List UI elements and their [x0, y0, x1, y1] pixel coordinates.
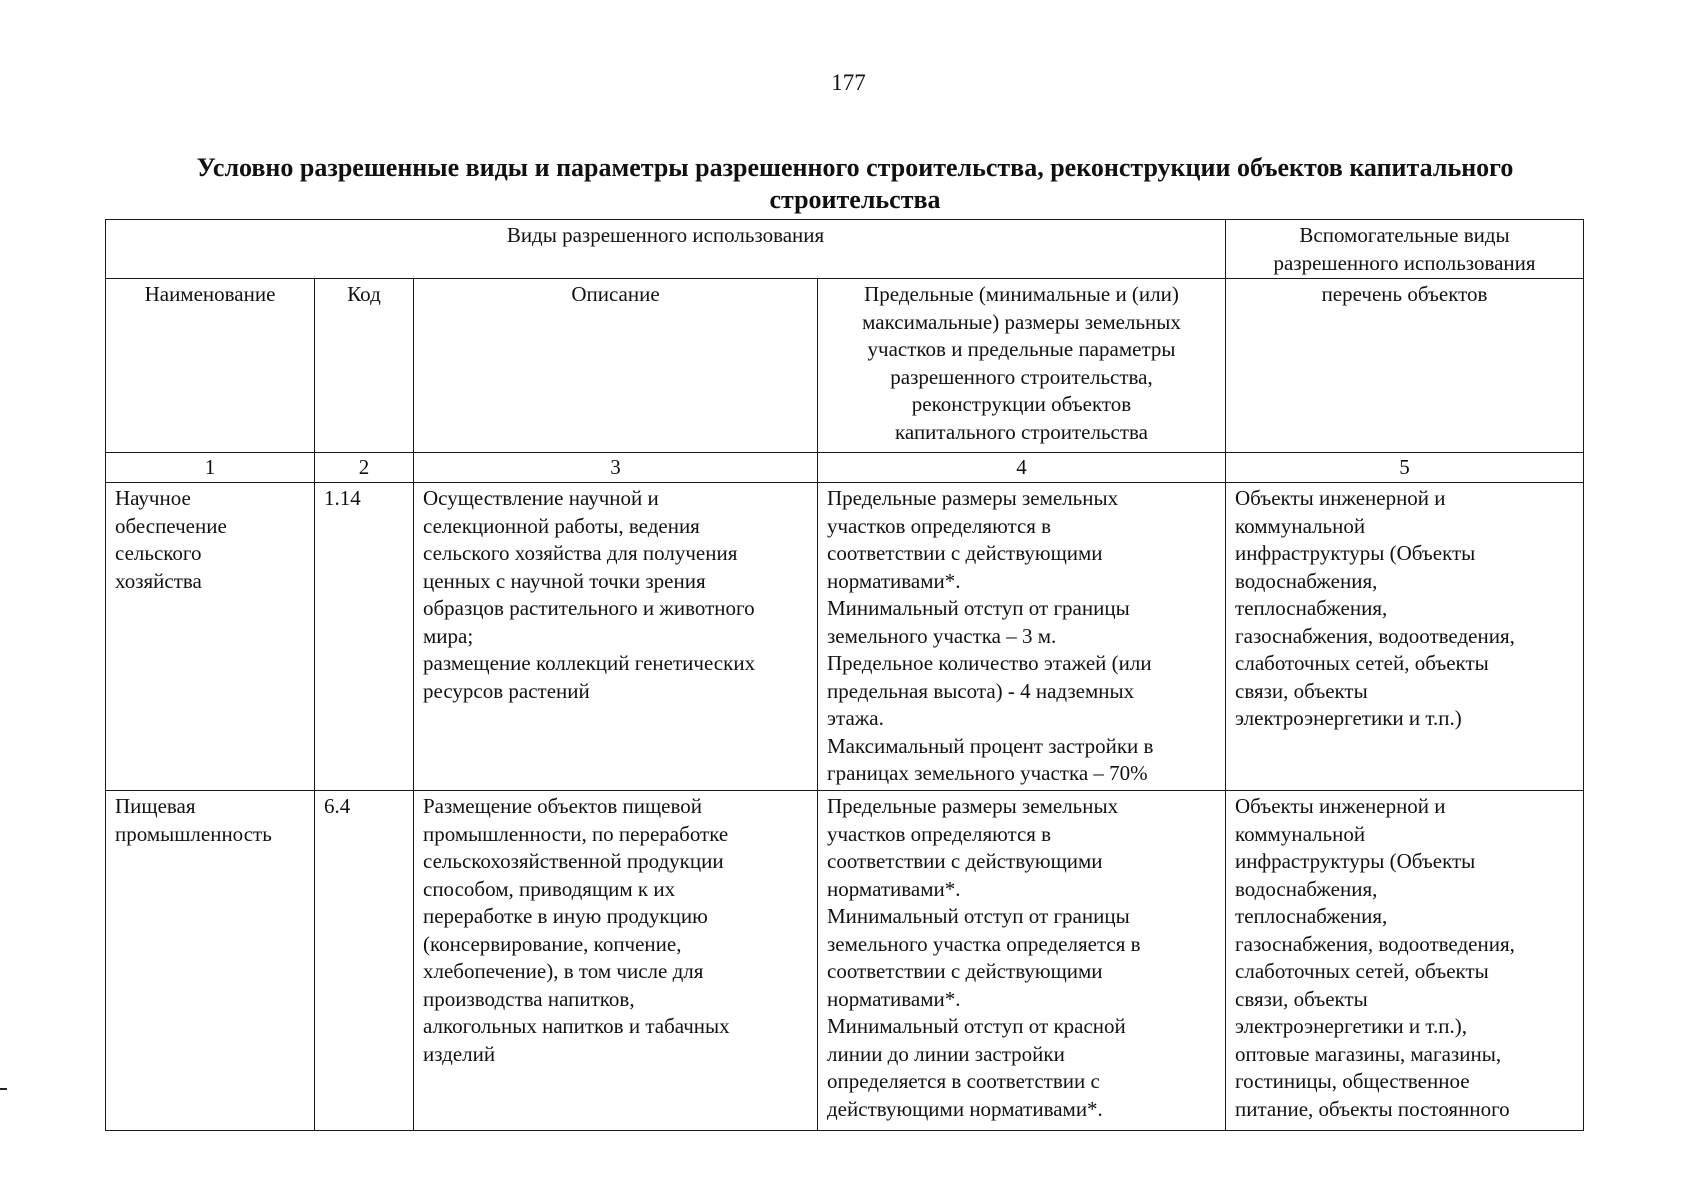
margin-mark — [0, 1088, 7, 1090]
column-number: 1 — [106, 453, 315, 483]
column-header-description: Описание — [414, 279, 818, 453]
column-header-objects: перечень объектов — [1226, 279, 1584, 453]
cell-description: Осуществление научной и селекционной работы, ведения сельского хозяйства для получения ценных с научной точки зрения образцов растительного и животного мира; размещение коллекций генетических ресурсов растений — [414, 483, 818, 791]
group-header-row — [106, 220, 1584, 279]
cell-parameters: Предельные размеры земельных участков определяются в соответствии с действующими нормативами*. Минимальный отступ от границы земельного участка – 3 м. Предельное количество этажей (или предельная высота) - 4 надземных этажа. Максимальный процент застройки в границах земельного участка – 70% — [818, 483, 1226, 791]
table-row — [106, 791, 1584, 1131]
group-header-main: Виды разрешенного использования — [106, 220, 1226, 279]
column-number: 3 — [414, 453, 818, 483]
column-number-row — [106, 453, 1584, 483]
column-header-parameters: Предельные (минимальные и (или) максимальные) размеры земельных участков и предельные параметры разрешенного строительства, реконструкции объектов капитального строительства — [818, 279, 1226, 453]
column-number: 2 — [315, 453, 414, 483]
column-header-name: Наименование — [106, 279, 315, 453]
table-row — [106, 483, 1584, 791]
cell-parameters: Предельные размеры земельных участков определяются в соответствии с действующими нормативами*. Минимальный отступ от границы земельного участка определяется в соответствии с действующими нормативами*. Минимальный отступ от красной линии до линии застройки определяется в соответствии с действующими нормативами*. — [818, 791, 1226, 1131]
cell-code: 6.4 — [315, 791, 414, 1131]
cell-name: Научное обеспечение сельского хозяйства — [106, 483, 315, 791]
cell-code: 1.14 — [315, 483, 414, 791]
cell-objects: Объекты инженерной и коммунальной инфраструктуры (Объекты водоснабжения, теплоснабжения, газоснабжения, водоотведения, слаботочных сетей, объекты связи, объекты электроэнергетики и т.п.) — [1226, 483, 1584, 791]
column-number: 5 — [1226, 453, 1584, 483]
cell-name: Пищевая промышленность — [106, 791, 315, 1131]
group-header-auxiliary: Вспомогательные виды разрешенного использования — [1226, 220, 1584, 279]
column-header-row — [106, 279, 1584, 453]
column-number: 4 — [818, 453, 1226, 483]
cell-description: Размещение объектов пищевой промышленности, по переработке сельскохозяйственной продукции способом, приводящим к их переработке в иную продукцию (консервирование, копчение, хлебопечение), в том числе для производства напитков, алкогольных напитков и табачных изделий — [414, 791, 818, 1131]
document-title: Условно разрешенные виды и параметры разрешенного строительства, реконструкции объектов капитального строительства — [196, 153, 1514, 214]
land-use-table — [105, 219, 1584, 1131]
cell-objects: Объекты инженерной и коммунальной инфраструктуры (Объекты водоснабжения, теплоснабжения, газоснабжения, водоотведения, слаботочных сетей, объекты связи, объекты электроэнергетики и т.п.), оптовые магазины, магазины, гостиницы, общественное питание, объекты постоянного — [1226, 791, 1584, 1131]
page-number: 177 — [831, 70, 866, 95]
column-header-code: Код — [315, 279, 414, 453]
